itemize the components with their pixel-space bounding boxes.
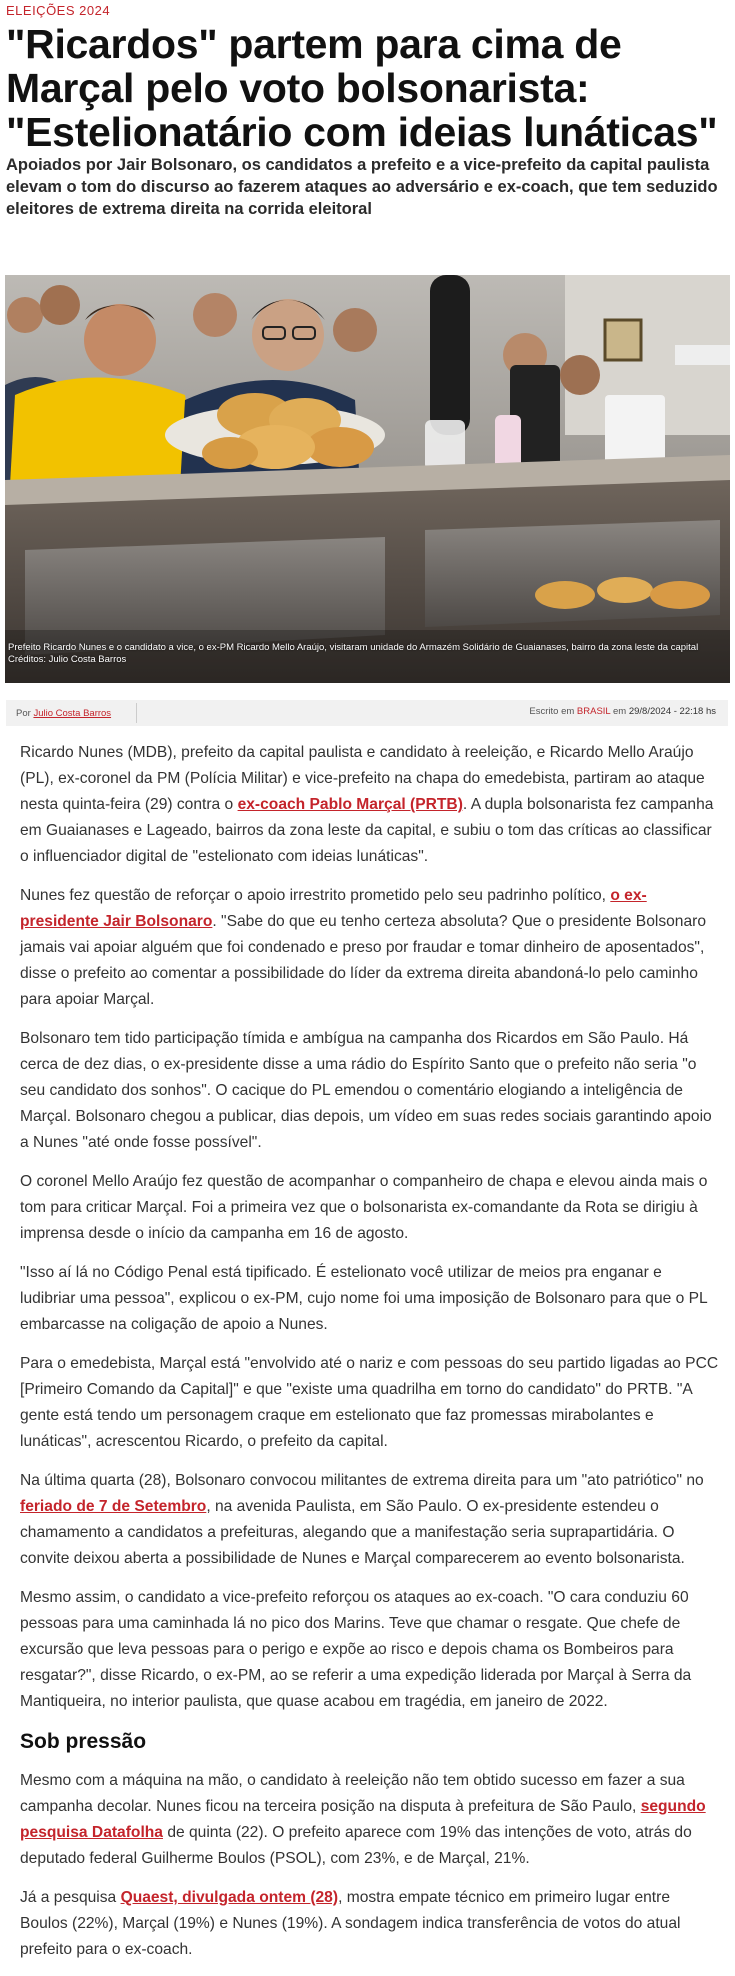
sete-setembro-link[interactable]: feriado de 7 de Setembro (20, 1498, 207, 1515)
author-link[interactable]: Julio Costa Barros (33, 708, 112, 719)
photo-illustration (5, 275, 730, 683)
article-body (20, 740, 720, 1976)
byline-author (16, 708, 111, 719)
paragraph-text: , mostra empate técnico em primeiro lugar entre Boulos (22%), Marçal (19%) e Nunes (19%). A sondagem indica transferência de votos do atual prefeito para o ex-coach. (20, 1889, 681, 1958)
bolsonaro-link[interactable]: o ex-presidente Jair Bolsonaro (20, 887, 647, 930)
paragraph (20, 1768, 720, 1872)
byline-written (529, 706, 716, 717)
publish-date: 29/8/2024 - 22:18 hs (628, 706, 716, 717)
byline-divider (136, 703, 137, 723)
byline-prefix: Por (16, 708, 31, 719)
section-link[interactable]: BRASIL (576, 706, 611, 717)
paragraph (20, 740, 720, 870)
photo-caption (8, 642, 720, 666)
quaest-link[interactable]: Quaest, divulgada ontem (28) (120, 1889, 339, 1906)
paragraph (20, 1885, 720, 1963)
photo-credit: Créditos: Julio Costa Barros (8, 654, 127, 665)
article-photo (5, 275, 730, 683)
written-prefix: Escrito em (529, 706, 575, 717)
photo-caption-text: Prefeito Ricardo Nunes e o candidato a vice, o ex-PM Ricardo Mello Araújo, visitaram unidade do Armazém Solidário de Guaianases, bairro da zona leste da capital (8, 642, 699, 653)
paragraph: "Isso aí lá no Código Penal está tipificado. É estelionato você utilizar de meios pra enganar e ludibriar uma pessoa", explicou o ex-PM, cujo nome foi uma imposição de Bolsonaro para que o PL embarcasse na coligação de apoio a Nunes. (20, 1264, 708, 1333)
paragraph-text: . "Sabe do que eu tenho certeza absoluta? Que o presidente Bolsonaro jamais vai apoiar alguém que foi condenado e preso por fraudar e tomar dinheiro de aposentados", disse o prefeito ao comentar a possibilidade do líder da extrema direita abandoná-lo pelo caminho para apoiar Marçal. (20, 913, 707, 1008)
paragraph-text: , na avenida Paulista, em São Paulo. O ex-presidente estendeu o chamamento a candidatos a prefeituras, alegando que a manifestação seria suprapartidária. O convite deixou aberta a possibilidade de Nunes e Marçal comparecerem ao evento bolsonarista. (20, 1498, 685, 1567)
paragraph-text: Nunes fez questão de reforçar o apoio irrestrito prometido pelo seu padrinho político, (20, 887, 611, 904)
paragraph: Bolsonaro tem tido participação tímida e ambígua na campanha dos Ricardos em São Paulo. Há cerca de dez dias, o ex-presidente disse a uma rádio do Espírito Santo que o prefeito não seria "o seu candidato dos sonhos". O cacique do PL emendou o comentário elogiando a inteligência de Marçal. Bolsonaro chegou a publicar, dias depois, um vídeo em suas redes sociais garantindo apoio a Nunes "até onde fosse possível". (20, 1030, 712, 1151)
paragraph (20, 883, 720, 1013)
paragraph: O coronel Mello Araújo fez questão de acompanhar o companheiro de chapa e elevou ainda mais o tom para criticar Marçal. Foi a primeira vez que o bolsonarista ex-comandante da Rota se dirigiu à imprensa desde o início da campanha em 16 de agosto. (20, 1173, 708, 1242)
section-heading: Sob pressão (20, 1730, 147, 1753)
paragraph-text: Na última quarta (28), Bolsonaro convocou militantes de extrema direita para um "ato patriótico" no (20, 1472, 704, 1489)
date-prefix: em (613, 706, 627, 717)
paragraph-text: Mesmo com a máquina na mão, o candidato à reeleição não tem obtido sucesso em fazer a sua campanha decolar. Nunes ficou na terceira posição na disputa à prefeitura de São Paulo, (20, 1772, 685, 1815)
paragraph-text: . A dupla bolsonarista fez campanha em Guaianases e Lageado, bairros da zona leste da capital, e subiu o tom das críticas ao classificar o influenciador digital de "estelionato com ideias lunáticas". (20, 796, 714, 865)
datafolha-link[interactable]: segundo pesquisa Datafolha (20, 1798, 706, 1841)
paragraph-text: de quinta (22). O prefeito aparece com 19% das intenções de voto, atrás do deputado federal Guilherme Boulos (PSOL), com 23%, e de Marçal, 21%. (20, 1824, 692, 1867)
paragraph-text: Ricardo Nunes (MDB), prefeito da capital paulista e candidato à reeleição, e Ricardo Mello Araújo (PL), ex-coronel da PM (Polícia Militar) e vice-prefeito na chapa do emedebista, partiram ao ataque nesta quinta-feira (29) contra o (20, 744, 705, 813)
paragraph: Mesmo assim, o candidato a vice-prefeito reforçou os ataques ao ex-coach. "O cara conduziu 60 pessoas para uma caminhada lá no pico dos Marins. Teve que chamar o resgate. Que chefe de excursão que leva pessoas para o perigo e expõe ao risco e depois chama os Bombeiros para resgatar?", disse Ricardo, o ex-PM, ao se referir a uma expedição liderada por Marçal à Serra da Mantiqueira, no interior paulista, que quase acabou em tragédia, em janeiro de 2022. (20, 1589, 692, 1710)
section-kicker[interactable]: ELEIÇÕES 2024 (6, 3, 111, 18)
byline-bar (6, 700, 728, 726)
paragraph: Para o emedebista, Marçal está "envolvido até o nariz e com pessoas do seu partido ligadas ao PCC [Primeiro Comando da Capital]" e que "existe uma quadrilha em torno do candidato" do PRTB. "A gente está tendo um personagem craque em estelionato que faz promessas mirabolantes e lunáticas", acrescentou Ricardo, o prefeito da capital. (20, 1355, 719, 1450)
paragraph (20, 1468, 720, 1572)
marcal-link[interactable]: ex-coach Pablo Marçal (PRTB) (237, 796, 463, 813)
article-subtitle: Apoiados por Jair Bolsonaro, os candidatos a prefeito e a vice-prefeito da capital paulista elevam o tom do discurso ao fazerem ataques ao adversário e ex-coach, que tem seduzido eleitores de extrema direita na corrida eleitoral (6, 156, 718, 218)
paragraph-text: Já a pesquisa (20, 1889, 121, 1906)
article-headline: "Ricardos" partem para cima de Marçal pelo voto bolsonarista: "Estelionatário com ideias lunáticas" (6, 21, 718, 155)
